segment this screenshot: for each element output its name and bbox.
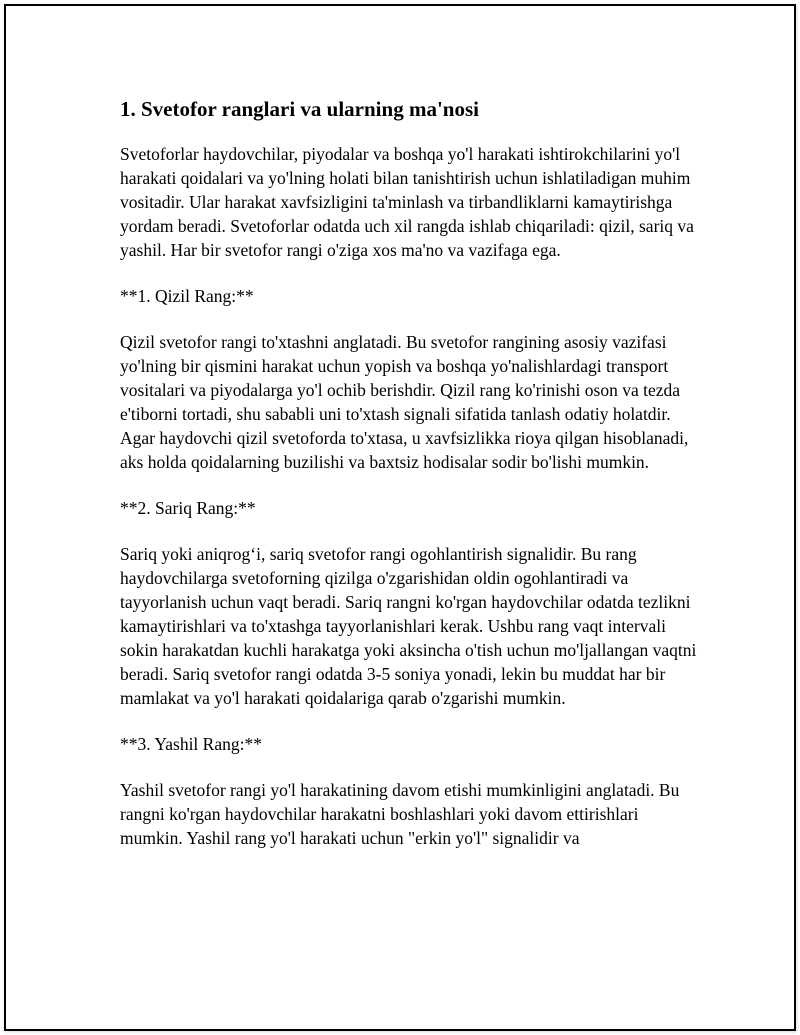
document-page — [4, 4, 796, 1031]
document-title: 1. Svetofor ranglari va ularning ma'nosi — [120, 97, 479, 121]
section-body-yellow: Sariq yoki aniqrog‘i, sariq svetofor rangi ogohlantirish signalidir. Bu rang haydovchilarga svetoforning qizilga o'zgarishidan oldin ogohlantiradi va tayyorlanish uchun vaqt beradi. Sariq rangni ko'rgan haydovchilar odatda tezlikni kamaytirishlari va to'xtashga tayyorlanishlari kerak. Ushbu rang vaqt intervali sokin harakatdan kuchli harakatga yoki aksincha o'tish uchun mo'ljallangan vaqtni beradi. Sariq svetofor rangi odatda 3-5 soniya yonadi, lekin bu muddat har bir mamlakat va yo'l harakati qoidalariga qarab o'zgarishi mumkin. — [120, 544, 697, 708]
section-heading-green: **3. Yashil Rang:** — [120, 734, 262, 754]
section-heading-yellow: **2. Sariq Rang:** — [120, 498, 256, 518]
section-heading-red: **1. Qizil Rang:** — [120, 286, 254, 306]
document-content — [120, 96, 700, 872]
section-body-red: Qizil svetofor rangi to'xtashni anglatadi. Bu svetofor rangining asosiy vazifasi yo'lning bir qismini harakat uchun yopish va boshqa yo'nalishlardagi transport vositalari va piyodalarga yo'l ochib berishdir. Qizil rang ko'rinishi oson va tezda e'tiborni tortadi, shu sababli uni to'xtash signali sifatida tanlash odatiy holatdir. Agar haydovchi qizil svetoforda to'xtasa, u xavfsizlikka rioya qilgan hisoblanadi, aks holda qoidalarning buzilishi va baxtsiz hodisalar sodir bo'lishi mumkin. — [120, 332, 689, 472]
intro-paragraph: Svetoforlar haydovchilar, piyodalar va boshqa yo'l harakati ishtirokchilarini yo'l harakati qoidalari va yo'lning holati bilan tanishtirish uchun ishlatiladigan muhim vositadir. Ular harakat xavfsizligini ta'minlash va tirbandliklarni kamaytirishga yordam beradi. Svetoforlar odatda uch xil rangda ishlab chiqariladi: qizil, sariq va yashil. Har bir svetofor rangi o'ziga xos ma'no va vazifaga ega. — [120, 144, 694, 260]
section-body-green: Yashil svetofor rangi yo'l harakatining davom etishi mumkinligini anglatadi. Bu rangni ko'rgan haydovchilar harakatni boshlashlari yoki davom ettirishlari mumkin. Yashil rang yo'l harakati uchun "erkin yo'l" signalidir va — [120, 780, 680, 848]
